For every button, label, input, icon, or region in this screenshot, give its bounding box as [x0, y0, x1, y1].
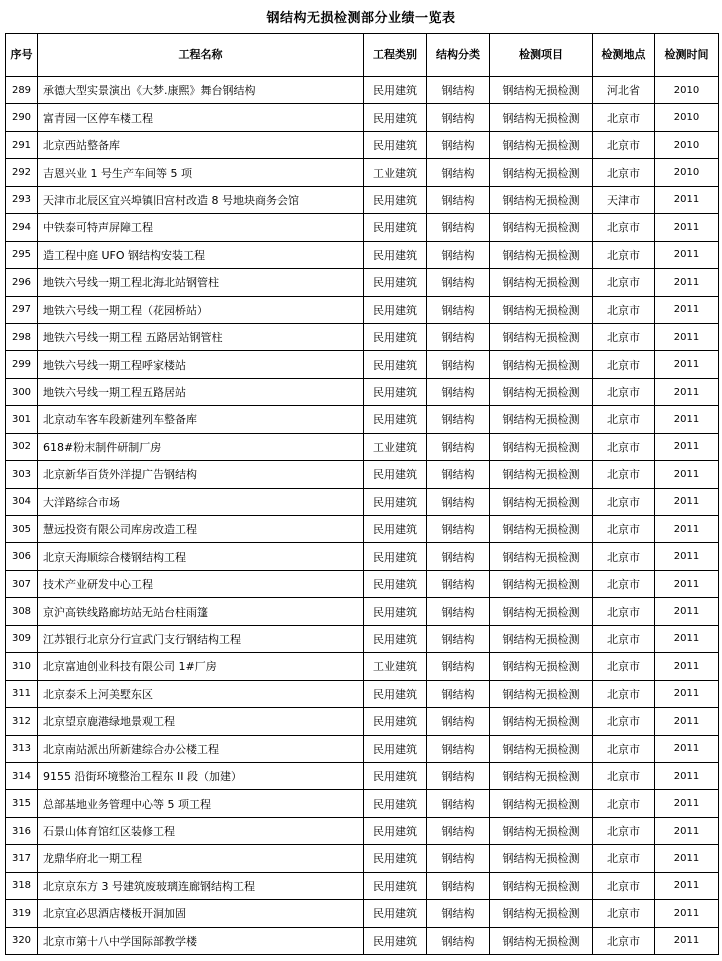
cell-project-type: 工业建筑: [364, 159, 427, 186]
cell-no: 309: [6, 625, 38, 652]
cell-test-item: 钢结构无损检测: [490, 570, 593, 597]
cell-project-type: 民用建筑: [364, 269, 427, 296]
cell-structure-type: 钢结构: [427, 625, 490, 652]
cell-test-place: 北京市: [593, 378, 655, 405]
cell-structure-type: 钢结构: [427, 433, 490, 460]
cell-project-name: 吉恩兴业 1 号生产车间等 5 项: [38, 159, 364, 186]
cell-test-place: 北京市: [593, 131, 655, 158]
cell-test-item: 钢结构无损检测: [490, 488, 593, 515]
cell-project-name: 地铁六号线一期工程北海北站钢管柱: [38, 269, 364, 296]
cell-project-type: 民用建筑: [364, 488, 427, 515]
cell-project-type: 民用建筑: [364, 817, 427, 844]
cell-project-name: 江苏银行北京分行宣武门支行钢结构工程: [38, 625, 364, 652]
cell-no: 302: [6, 433, 38, 460]
cell-project-name: 北京望京鹿港绿地景观工程: [38, 708, 364, 735]
cell-test-item: 钢结构无损检测: [490, 296, 593, 323]
cell-project-name: 地铁六号线一期工程 五路居站钢管柱: [38, 323, 364, 350]
cell-test-year: 2011: [655, 817, 719, 844]
cell-test-place: 北京市: [593, 516, 655, 543]
cell-project-name: 北京南站派出所新建综合办公楼工程: [38, 735, 364, 762]
cell-test-year: 2011: [655, 900, 719, 927]
cell-project-name: 北京富迪创业科技有限公司 1#厂房: [38, 653, 364, 680]
cell-test-year: 2010: [655, 131, 719, 158]
cell-test-year: 2011: [655, 845, 719, 872]
cell-project-type: 民用建筑: [364, 516, 427, 543]
cell-test-place: 北京市: [593, 570, 655, 597]
cell-project-name: 大洋路综合市场: [38, 488, 364, 515]
cell-test-item: 钢结构无损检测: [490, 708, 593, 735]
cell-test-item: 钢结构无损检测: [490, 77, 593, 104]
cell-test-item: 钢结构无损检测: [490, 790, 593, 817]
table-row: [6, 433, 719, 460]
cell-test-place: 北京市: [593, 872, 655, 899]
cell-no: 300: [6, 378, 38, 405]
cell-structure-type: 钢结构: [427, 77, 490, 104]
cell-test-year: 2011: [655, 927, 719, 954]
cell-project-name: 北京天海顺综合楼钢结构工程: [38, 543, 364, 570]
cell-test-place: 北京市: [593, 323, 655, 350]
cell-test-item: 钢结构无损检测: [490, 872, 593, 899]
cell-test-place: 北京市: [593, 625, 655, 652]
table-header-row: [6, 34, 719, 77]
table-row: [6, 708, 719, 735]
cell-test-year: 2011: [655, 570, 719, 597]
cell-test-place: 北京市: [593, 351, 655, 378]
performance-table: [5, 33, 719, 955]
cell-test-place: 北京市: [593, 790, 655, 817]
cell-test-year: 2011: [655, 378, 719, 405]
cell-test-place: 北京市: [593, 817, 655, 844]
cell-test-place: 北京市: [593, 269, 655, 296]
header-time: 检测时间: [655, 34, 719, 77]
cell-test-item: 钢结构无损检测: [490, 131, 593, 158]
table-row: [6, 598, 719, 625]
cell-no: 317: [6, 845, 38, 872]
cell-test-place: 北京市: [593, 543, 655, 570]
cell-project-type: 民用建筑: [364, 735, 427, 762]
cell-test-place: 北京市: [593, 708, 655, 735]
cell-test-year: 2011: [655, 516, 719, 543]
cell-no: 296: [6, 269, 38, 296]
cell-test-year: 2011: [655, 323, 719, 350]
cell-test-item: 钢结构无损检测: [490, 543, 593, 570]
table-row: [6, 186, 719, 213]
cell-structure-type: 钢结构: [427, 516, 490, 543]
table-row: [6, 653, 719, 680]
table-row: [6, 269, 719, 296]
cell-structure-type: 钢结构: [427, 296, 490, 323]
cell-test-item: 钢结构无损检测: [490, 406, 593, 433]
cell-test-year: 2011: [655, 653, 719, 680]
cell-project-name: 富青园一区停车楼工程: [38, 104, 364, 131]
cell-project-name: 北京市第十八中学国际部教学楼: [38, 927, 364, 954]
cell-no: 290: [6, 104, 38, 131]
cell-test-year: 2011: [655, 406, 719, 433]
cell-project-type: 民用建筑: [364, 406, 427, 433]
cell-no: 291: [6, 131, 38, 158]
cell-test-place: 北京市: [593, 104, 655, 131]
cell-structure-type: 钢结构: [427, 927, 490, 954]
cell-structure-type: 钢结构: [427, 845, 490, 872]
cell-test-place: 北京市: [593, 900, 655, 927]
cell-test-year: 2011: [655, 269, 719, 296]
cell-test-year: 2011: [655, 241, 719, 268]
cell-test-item: 钢结构无损检测: [490, 625, 593, 652]
cell-test-item: 钢结构无损检测: [490, 845, 593, 872]
cell-test-item: 钢结构无损检测: [490, 241, 593, 268]
cell-project-name: 北京泰禾上河美墅东区: [38, 680, 364, 707]
cell-project-type: 工业建筑: [364, 433, 427, 460]
cell-test-item: 钢结构无损检测: [490, 762, 593, 789]
cell-no: 310: [6, 653, 38, 680]
cell-no: 303: [6, 461, 38, 488]
cell-project-type: 民用建筑: [364, 214, 427, 241]
cell-project-name: 石景山体育馆红区装修工程: [38, 817, 364, 844]
cell-test-item: 钢结构无损检测: [490, 214, 593, 241]
cell-project-type: 民用建筑: [364, 186, 427, 213]
cell-test-year: 2011: [655, 461, 719, 488]
table-row: [6, 845, 719, 872]
cell-project-name: 承德大型实景演出《大梦.康熙》舞台钢结构: [38, 77, 364, 104]
cell-no: 313: [6, 735, 38, 762]
cell-project-name: 9155 沿街环境整治工程东 II 段（加建）: [38, 762, 364, 789]
cell-test-place: 北京市: [593, 488, 655, 515]
table-row: [6, 680, 719, 707]
cell-structure-type: 钢结构: [427, 104, 490, 131]
table-row: [6, 351, 719, 378]
cell-project-type: 民用建筑: [364, 790, 427, 817]
cell-test-year: 2011: [655, 488, 719, 515]
cell-no: 295: [6, 241, 38, 268]
cell-test-place: 北京市: [593, 653, 655, 680]
cell-test-year: 2010: [655, 77, 719, 104]
cell-test-year: 2011: [655, 351, 719, 378]
cell-structure-type: 钢结构: [427, 351, 490, 378]
cell-structure-type: 钢结构: [427, 817, 490, 844]
cell-test-place: 北京市: [593, 406, 655, 433]
cell-no: 299: [6, 351, 38, 378]
cell-test-place: 北京市: [593, 927, 655, 954]
cell-test-item: 钢结构无损检测: [490, 680, 593, 707]
cell-project-type: 民用建筑: [364, 570, 427, 597]
cell-no: 318: [6, 872, 38, 899]
cell-project-name: 地铁六号线一期工程（花园桥站）: [38, 296, 364, 323]
header-no: 序号: [6, 34, 38, 77]
cell-test-item: 钢结构无损检测: [490, 104, 593, 131]
cell-project-type: 民用建筑: [364, 845, 427, 872]
cell-test-year: 2011: [655, 790, 719, 817]
cell-structure-type: 钢结构: [427, 131, 490, 158]
cell-test-item: 钢结构无损检测: [490, 378, 593, 405]
cell-test-place: 北京市: [593, 735, 655, 762]
cell-no: 305: [6, 516, 38, 543]
cell-project-name: 技术产业研发中心工程: [38, 570, 364, 597]
document-title: 钢结构无损检测部分业绩一览表: [266, 11, 456, 26]
cell-test-place: 北京市: [593, 296, 655, 323]
cell-structure-type: 钢结构: [427, 735, 490, 762]
cell-project-type: 民用建筑: [364, 598, 427, 625]
table-row: [6, 131, 719, 158]
table-row: [6, 900, 719, 927]
cell-test-year: 2011: [655, 296, 719, 323]
cell-no: 308: [6, 598, 38, 625]
cell-no: 306: [6, 543, 38, 570]
table-row: [6, 104, 719, 131]
cell-test-item: 钢结构无损检测: [490, 269, 593, 296]
cell-test-place: 北京市: [593, 433, 655, 460]
table-row: [6, 159, 719, 186]
header-place: 检测地点: [593, 34, 655, 77]
cell-project-name: 北京京东方 3 号建筑废玻璃连廊钢结构工程: [38, 872, 364, 899]
cell-test-item: 钢结构无损检测: [490, 323, 593, 350]
cell-structure-type: 钢结构: [427, 378, 490, 405]
cell-test-item: 钢结构无损检测: [490, 598, 593, 625]
cell-test-year: 2011: [655, 680, 719, 707]
table-row: [6, 543, 719, 570]
cell-project-name: 北京动车客车段新建列车整备库: [38, 406, 364, 433]
cell-no: 301: [6, 406, 38, 433]
cell-structure-type: 钢结构: [427, 543, 490, 570]
cell-project-type: 民用建筑: [364, 323, 427, 350]
cell-structure-type: 钢结构: [427, 653, 490, 680]
cell-test-place: 北京市: [593, 598, 655, 625]
cell-project-name: 北京宜必思酒店楼板开洞加固: [38, 900, 364, 927]
cell-project-type: 民用建筑: [364, 543, 427, 570]
table-row: [6, 488, 719, 515]
cell-test-year: 2011: [655, 186, 719, 213]
cell-project-type: 民用建筑: [364, 296, 427, 323]
cell-project-type: 民用建筑: [364, 900, 427, 927]
cell-test-place: 北京市: [593, 461, 655, 488]
header-struct: 结构分类: [427, 34, 490, 77]
table-row: [6, 461, 719, 488]
cell-structure-type: 钢结构: [427, 762, 490, 789]
header-name: 工程名称: [38, 34, 364, 77]
table-row: [6, 790, 719, 817]
cell-test-year: 2011: [655, 762, 719, 789]
cell-structure-type: 钢结构: [427, 186, 490, 213]
cell-test-item: 钢结构无损检测: [490, 351, 593, 378]
cell-test-year: 2010: [655, 104, 719, 131]
cell-project-name: 地铁六号线一期工程呼家楼站: [38, 351, 364, 378]
cell-project-type: 民用建筑: [364, 872, 427, 899]
cell-structure-type: 钢结构: [427, 269, 490, 296]
cell-project-name: 北京西站整备库: [38, 131, 364, 158]
cell-project-name: 天津市北辰区宜兴埠镇旧宫村改造 8 号地块商务会馆: [38, 186, 364, 213]
cell-no: 304: [6, 488, 38, 515]
cell-project-type: 民用建筑: [364, 104, 427, 131]
cell-no: 297: [6, 296, 38, 323]
cell-project-type: 民用建筑: [364, 461, 427, 488]
table-row: [6, 927, 719, 954]
cell-structure-type: 钢结构: [427, 241, 490, 268]
cell-structure-type: 钢结构: [427, 159, 490, 186]
cell-test-place: 北京市: [593, 762, 655, 789]
cell-project-name: 618#粉末制件研制厂房: [38, 433, 364, 460]
cell-test-item: 钢结构无损检测: [490, 516, 593, 543]
cell-test-year: 2011: [655, 543, 719, 570]
cell-no: 289: [6, 77, 38, 104]
cell-project-name: 龙鼎华府北一期工程: [38, 845, 364, 872]
header-item: 检测项目: [490, 34, 593, 77]
cell-structure-type: 钢结构: [427, 488, 490, 515]
cell-test-place: 北京市: [593, 241, 655, 268]
cell-project-type: 民用建筑: [364, 927, 427, 954]
cell-structure-type: 钢结构: [427, 900, 490, 927]
cell-test-year: 2011: [655, 214, 719, 241]
cell-test-item: 钢结构无损检测: [490, 186, 593, 213]
table-row: [6, 77, 719, 104]
cell-project-type: 民用建筑: [364, 378, 427, 405]
table-row: [6, 378, 719, 405]
cell-project-name: 北京新华百货外洋提广告钢结构: [38, 461, 364, 488]
cell-test-item: 钢结构无损检测: [490, 927, 593, 954]
cell-no: 292: [6, 159, 38, 186]
cell-no: 315: [6, 790, 38, 817]
cell-structure-type: 钢结构: [427, 680, 490, 707]
table-row: [6, 214, 719, 241]
cell-test-item: 钢结构无损检测: [490, 159, 593, 186]
cell-structure-type: 钢结构: [427, 708, 490, 735]
cell-project-name: 造工程中庭 UFO 钢结构安装工程: [38, 241, 364, 268]
cell-test-year: 2011: [655, 872, 719, 899]
cell-no: 307: [6, 570, 38, 597]
cell-no: 314: [6, 762, 38, 789]
cell-no: 320: [6, 927, 38, 954]
cell-test-item: 钢结构无损检测: [490, 461, 593, 488]
cell-project-type: 民用建筑: [364, 131, 427, 158]
cell-no: 319: [6, 900, 38, 927]
cell-no: 312: [6, 708, 38, 735]
cell-structure-type: 钢结构: [427, 598, 490, 625]
table-row: [6, 570, 719, 597]
cell-test-place: 北京市: [593, 159, 655, 186]
cell-no: 294: [6, 214, 38, 241]
cell-project-type: 民用建筑: [364, 351, 427, 378]
cell-project-name: 总部基地业务管理中心等 5 项工程: [38, 790, 364, 817]
cell-test-place: 河北省: [593, 77, 655, 104]
table-row: [6, 516, 719, 543]
cell-test-item: 钢结构无损检测: [490, 735, 593, 762]
cell-no: 311: [6, 680, 38, 707]
cell-project-type: 民用建筑: [364, 241, 427, 268]
cell-project-name: 中铁泰可特声屏障工程: [38, 214, 364, 241]
cell-test-year: 2011: [655, 708, 719, 735]
table-row: [6, 872, 719, 899]
cell-no: 298: [6, 323, 38, 350]
cell-test-item: 钢结构无损检测: [490, 433, 593, 460]
cell-structure-type: 钢结构: [427, 872, 490, 899]
cell-project-name: 地铁六号线一期工程五路居站: [38, 378, 364, 405]
cell-structure-type: 钢结构: [427, 406, 490, 433]
cell-test-item: 钢结构无损检测: [490, 817, 593, 844]
cell-test-item: 钢结构无损检测: [490, 900, 593, 927]
table-row: [6, 296, 719, 323]
cell-test-place: 北京市: [593, 680, 655, 707]
cell-structure-type: 钢结构: [427, 570, 490, 597]
cell-structure-type: 钢结构: [427, 323, 490, 350]
table-body: [6, 77, 719, 955]
cell-test-year: 2011: [655, 598, 719, 625]
cell-no: 293: [6, 186, 38, 213]
table-row: [6, 762, 719, 789]
cell-test-year: 2011: [655, 433, 719, 460]
table-row: [6, 323, 719, 350]
cell-project-type: 民用建筑: [364, 708, 427, 735]
table-row: [6, 735, 719, 762]
header-type: 工程类别: [364, 34, 427, 77]
cell-project-type: 民用建筑: [364, 762, 427, 789]
table-row: [6, 406, 719, 433]
table-row: [6, 241, 719, 268]
cell-project-type: 民用建筑: [364, 625, 427, 652]
cell-test-item: 钢结构无损检测: [490, 653, 593, 680]
cell-test-place: 天津市: [593, 186, 655, 213]
cell-test-place: 北京市: [593, 845, 655, 872]
cell-structure-type: 钢结构: [427, 461, 490, 488]
cell-project-type: 民用建筑: [364, 680, 427, 707]
cell-test-place: 北京市: [593, 214, 655, 241]
cell-project-type: 工业建筑: [364, 653, 427, 680]
cell-project-name: 京沪高铁线路廊坊站无站台柱雨篷: [38, 598, 364, 625]
cell-project-name: 慧远投资有限公司库房改造工程: [38, 516, 364, 543]
table-row: [6, 817, 719, 844]
cell-test-year: 2010: [655, 159, 719, 186]
cell-project-type: 民用建筑: [364, 77, 427, 104]
cell-test-year: 2011: [655, 735, 719, 762]
cell-structure-type: 钢结构: [427, 214, 490, 241]
cell-test-year: 2011: [655, 625, 719, 652]
cell-structure-type: 钢结构: [427, 790, 490, 817]
table-row: [6, 625, 719, 652]
cell-no: 316: [6, 817, 38, 844]
